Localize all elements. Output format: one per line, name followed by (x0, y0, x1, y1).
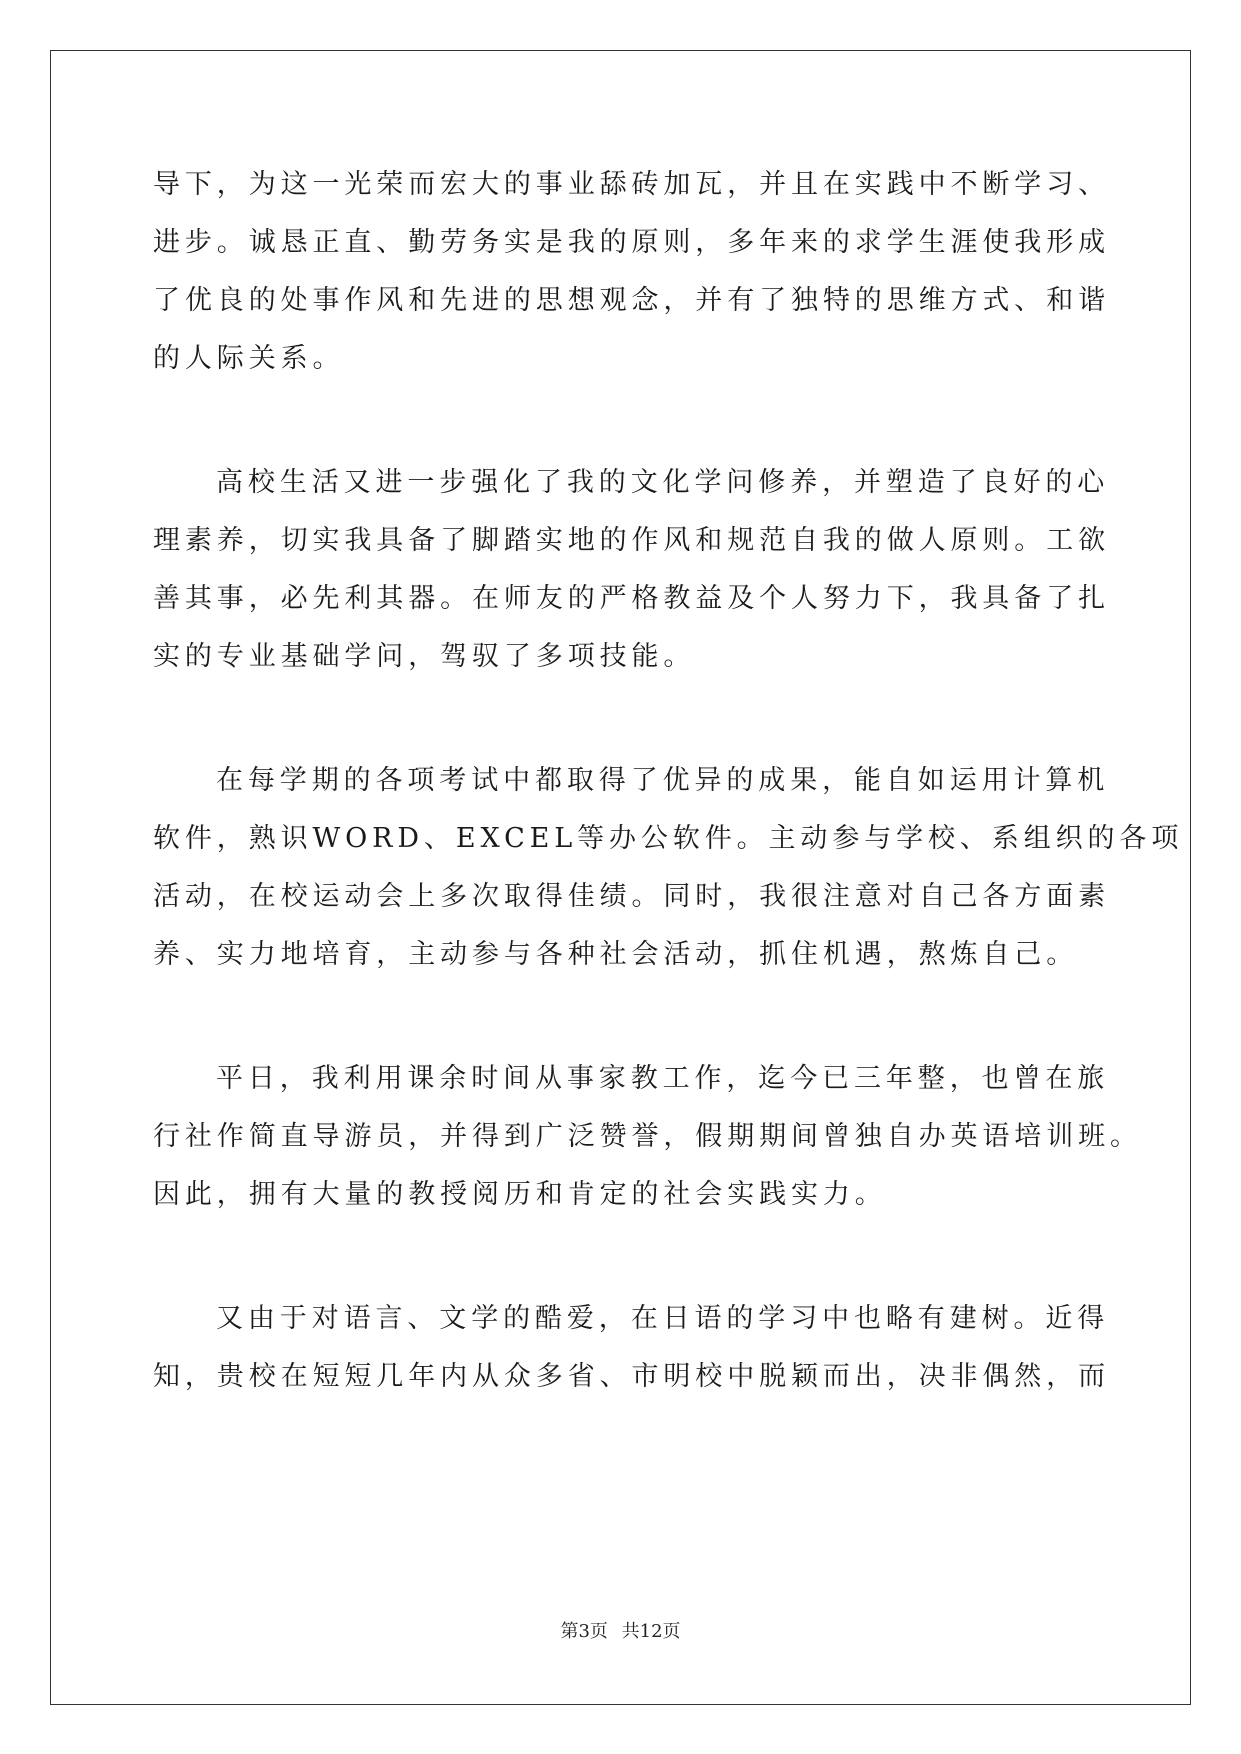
page-footer (0, 1620, 1241, 1644)
text-line: 养、实力地培育，主动参与各种社会活动，抓住机遇，熬炼自己。 (153, 939, 1079, 970)
text-line: 实的专业基础学问，驾驭了多项技能。 (153, 641, 696, 672)
text-line: 软件，熟识WORD、EXCEL等办公软件。主动参与学校、系组织的各项 (153, 823, 1184, 854)
page-total: 共12页 (621, 1621, 681, 1642)
text-line: 因此，拥有大量的教授阅历和肯定的社会实践实力。 (153, 1179, 887, 1210)
text-line: 在每学期的各项考试中都取得了优异的成果，能自如运用计算机 (216, 765, 1110, 796)
page-number: 第3页 (560, 1621, 608, 1642)
text-line: 活动，在校运动会上多次取得佳绩。同时，我很注意对自己各方面素 (153, 881, 1110, 912)
text-line: 平日，我利用课余时间从事家教工作，迄今已三年整，也曾在旅 (216, 1063, 1110, 1094)
text-line: 善其事，必先利其器。在师友的严格教益及个人努力下，我具备了扎 (153, 583, 1110, 614)
text-line: 了优良的处事作风和先进的思想观念，并有了独特的思维方式、和谐 (153, 285, 1110, 316)
text-line: 行社作简直导游员，并得到广泛赞誉，假期期间曾独自办英语培训班。 (153, 1121, 1142, 1152)
text-line: 高校生活又进一步强化了我的文化学问修养，并塑造了良好的心 (216, 467, 1110, 498)
text-line: 知，贵校在短短几年内从众多省、市明校中脱颖而出，决非偶然，而 (153, 1361, 1110, 1392)
text-line: 又由于对语言、文学的酷爱，在日语的学习中也略有建树。近得 (216, 1303, 1110, 1334)
text-line: 理素养，切实我具备了脚踏实地的作风和规范自我的做人原则。工欲 (153, 525, 1110, 556)
text-line: 导下，为这一光荣而宏大的事业舔砖加瓦，并且在实践中不断学习、 (153, 169, 1110, 200)
text-line: 的人际关系。 (153, 343, 345, 374)
text-line: 进步。诚恳正直、勤劳务实是我的原则，多年来的求学生涯使我形成 (153, 227, 1110, 258)
